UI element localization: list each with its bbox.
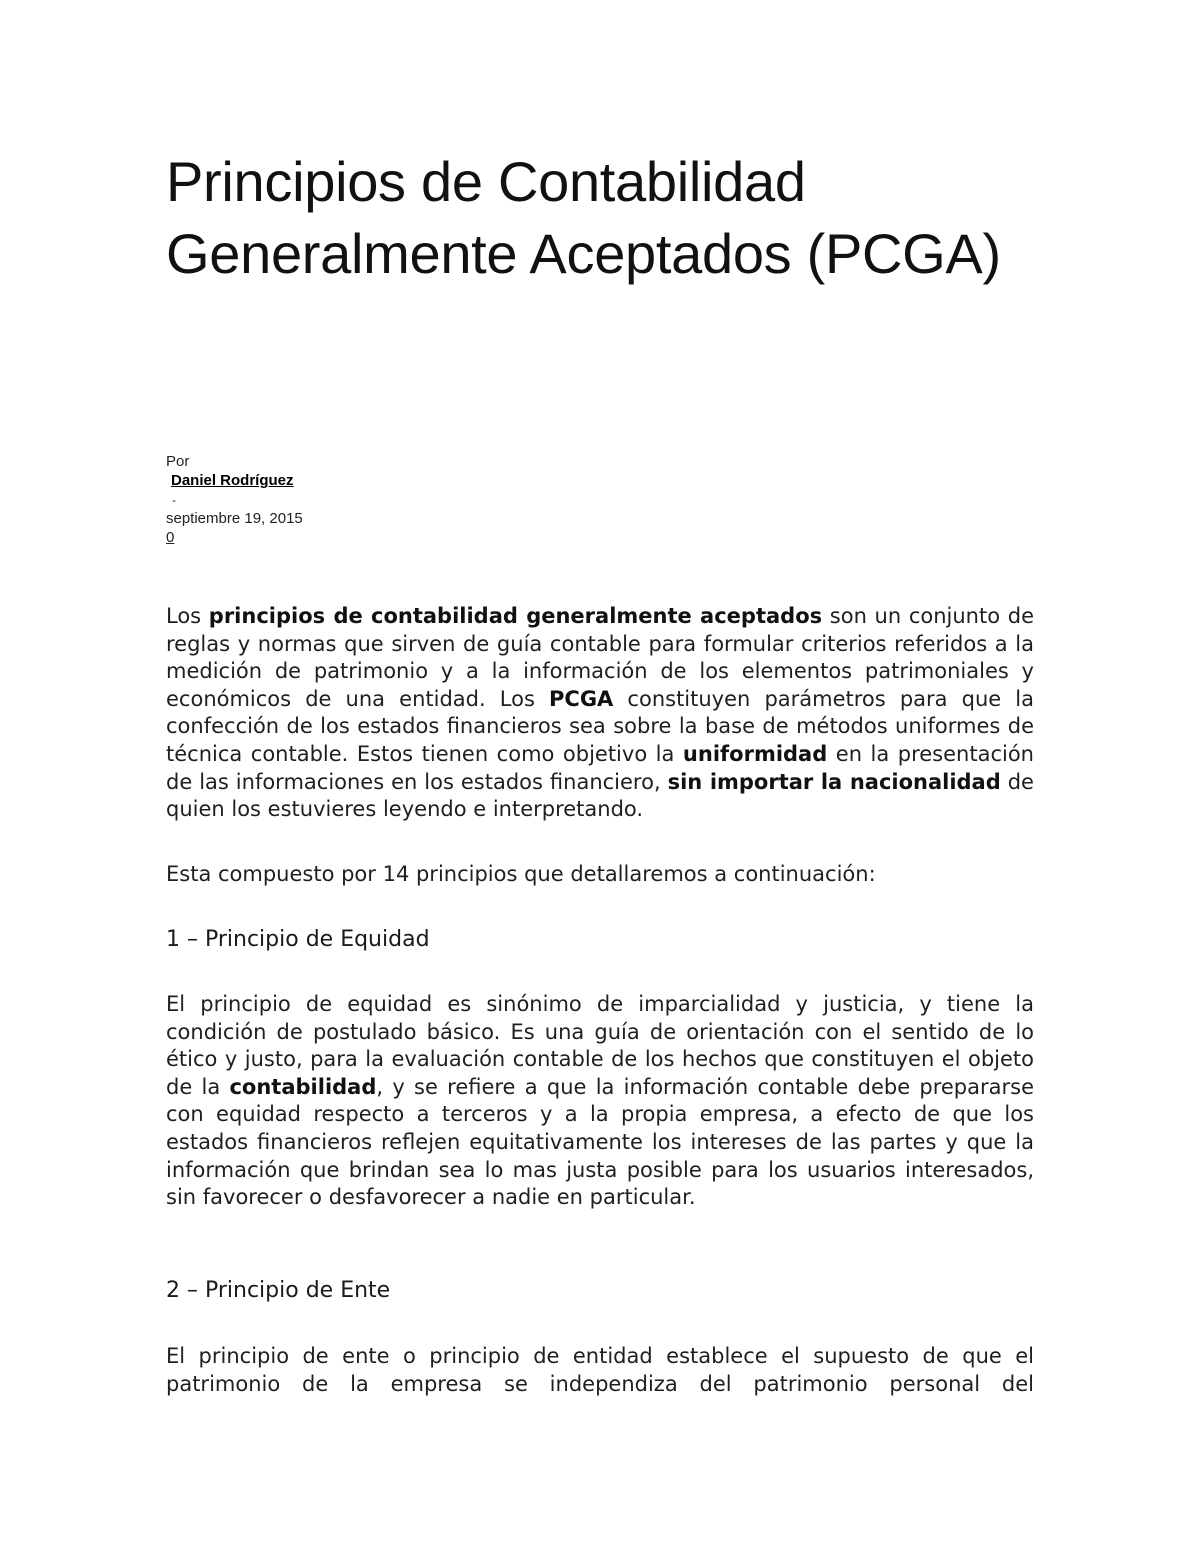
byline-por: Por <box>166 453 190 470</box>
summary-paragraph: Esta compuesto por 14 principios que detallaremos a continuación: <box>166 862 876 886</box>
intro-p3: Estos tienen como objetivo la uniformidad en la presentación de las informaciones en los estados financiero, sin importar la nacionalidad de quien los estuvieres leyendo e interpretando. <box>166 741 1034 822</box>
article-title: Principios de Contabilidad Generalmente Aceptados (PCGA) <box>166 150 1001 285</box>
section-text-ente: El principio de ente o principio de entidad establece el supuesto de que el patrimonio de la empresa se independiza del patrimonio personal del <box>166 1344 1034 1396</box>
author-link[interactable]: Daniel Rodríguez <box>171 472 294 489</box>
byline <box>166 452 303 547</box>
section-text-equidad: El principio de equidad es sinónimo de imparcialidad y justicia, y tiene la condición de postulado básico. Es una guía de orientación con el sentido de lo ético y justo, para la evaluación contable de los hechos que constituyen el objeto de la contabilidad, y se refiere a que la información contable debe prepararse con equidad respecto a terceros y a la propia empresa, a efecto de que los estados financieros reflejen equitativamente los intereses de las partes y que la información que brindan sea lo mas justa posible para los usuarios interesados, sin favorecer o desfavorecer a nadie en particular. <box>166 992 1034 1210</box>
section-heading-equidad: 1 – Principio de Equidad <box>166 927 430 952</box>
intro-paragraph <box>166 603 1034 824</box>
publish-date: septiembre 19, 2015 <box>166 510 303 527</box>
nacionalidad-term: sin importar la nacionalidad <box>667 769 1001 794</box>
section-heading-ente: 2 – Principio de Ente <box>166 1278 391 1303</box>
pcga-term: principios de contabilidad generalmente aceptados <box>208 604 823 628</box>
pcga-acronym: PCGA <box>549 686 614 711</box>
comment-count-link[interactable]: 0 <box>166 529 175 546</box>
contabilidad-link[interactable]: contabilidad <box>229 1074 377 1099</box>
uniformidad-term: uniformidad <box>682 741 828 766</box>
intro-p1: Los principios de contabilidad generalmente aceptados son un conjunto de reglas y normas que sirven de guía contable para formular criterios referidos a la medición de patrimonio y a la información de los elementos patrimoniales y económicos de una entidad. <box>166 604 1034 711</box>
byline-separator: - <box>172 493 176 507</box>
intro-p2: Los PCGA constituyen parámetros para que la confección de los estados financieros sea sobre la base de métodos uniformes de técnica contable. <box>166 686 1034 766</box>
